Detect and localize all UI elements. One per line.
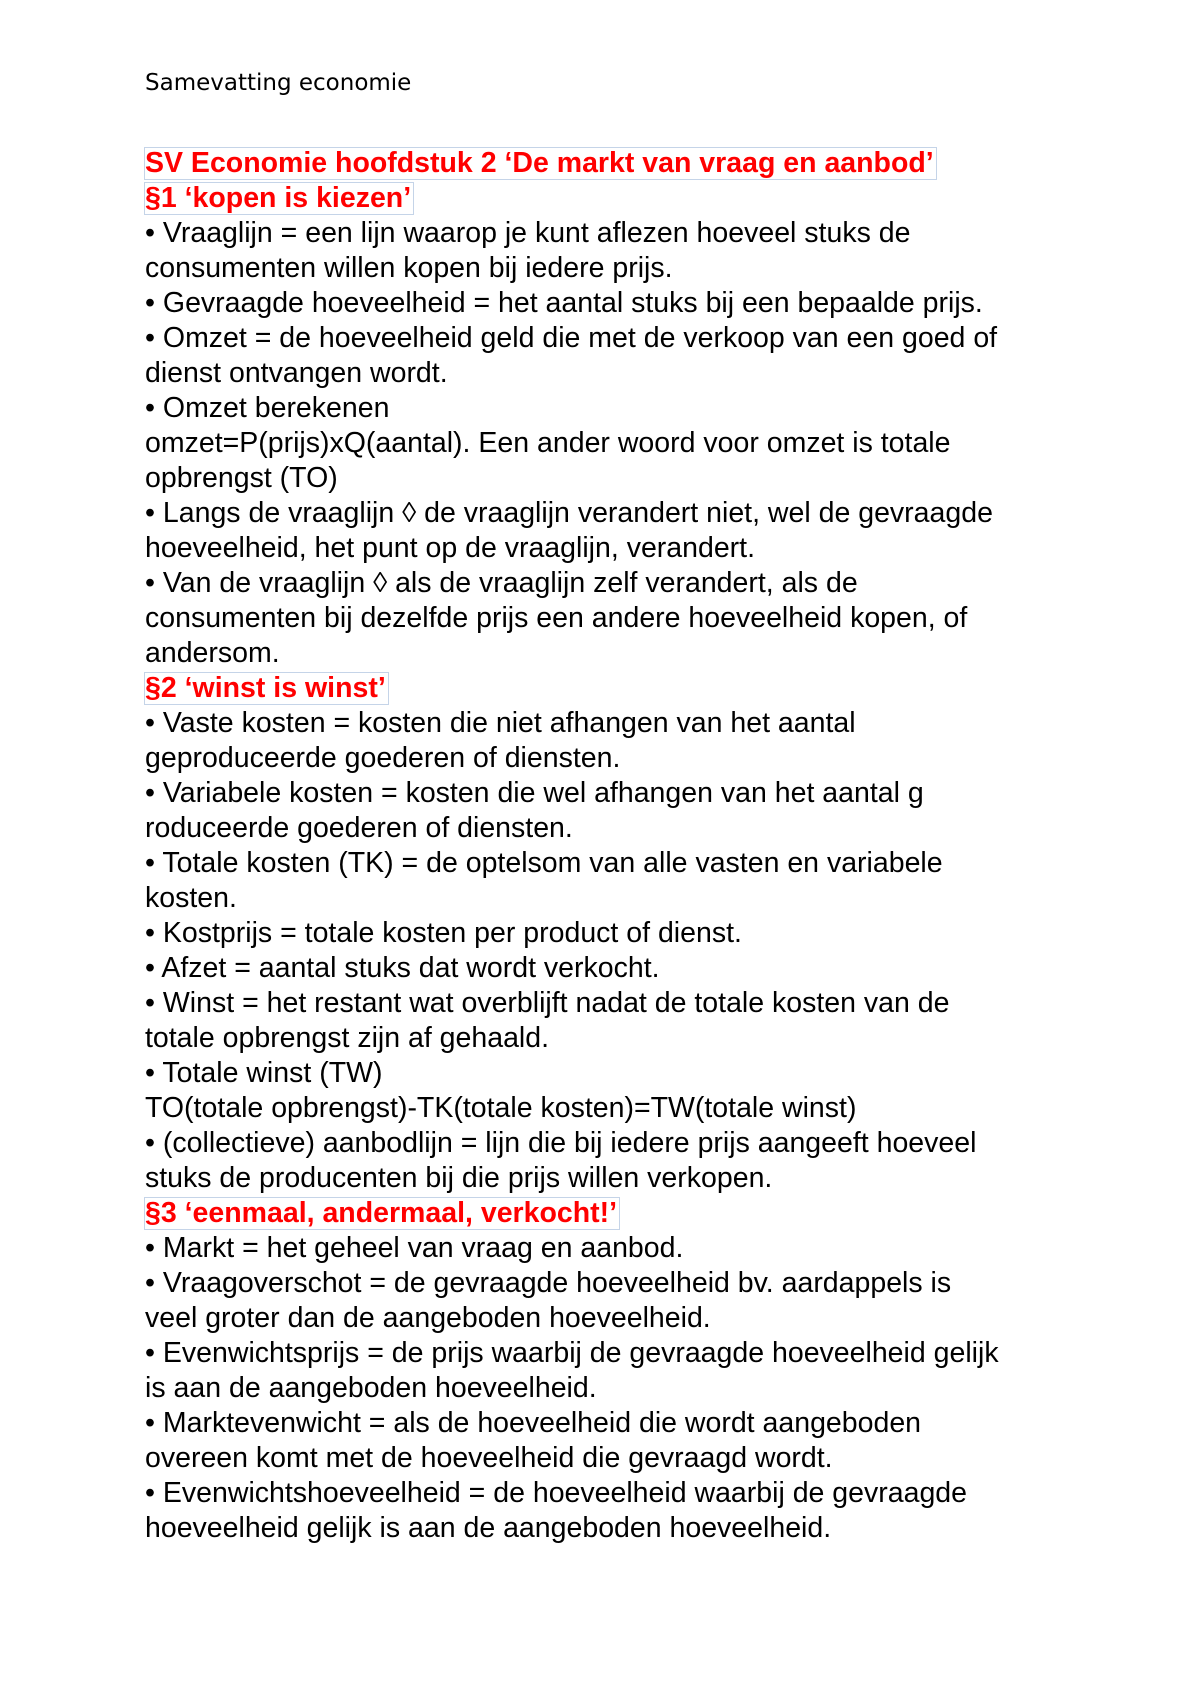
text-line: kosten. [145, 882, 237, 914]
text-line: • (collectieve) aanbodlijn = lijn die bij iedere prijs aangeeft hoeveel [145, 1127, 977, 1159]
section-heading [145, 181, 1145, 216]
text-line: opbrengst (TO) [145, 462, 338, 494]
page-header: Samevatting economie [145, 70, 412, 96]
text-line: TO(totale opbrengst)-TK(totale kosten)=TW(totale winst) [145, 1092, 857, 1124]
text-line: • Vraagoverschot = de gevraagde hoeveelheid bv. aardappels is [145, 1267, 952, 1299]
text-line: • Kostprijs = totale kosten per product of dienst. [145, 917, 742, 949]
text-line: • Vaste kosten = kosten die niet afhangen van het aantal [145, 707, 856, 739]
text-line: • Totale kosten (TK) = de optelsom van alle vasten en variabele [145, 847, 943, 879]
text-line: • Variabele kosten = kosten die wel afhangen van het aantal g [145, 777, 924, 809]
text-line: • Omzet berekenen [145, 392, 390, 424]
section-heading [145, 671, 1145, 706]
text-line: is aan de aangeboden hoeveelheid. [145, 1372, 597, 1404]
text-line: andersom. [145, 637, 280, 669]
text-line: • Vraaglijn = een lijn waarop je kunt aflezen hoeveel stuks de [145, 217, 911, 249]
text-line: • Totale winst (TW) [145, 1057, 383, 1089]
text-line: • Markt = het geheel van vraag en aanbod. [145, 1232, 684, 1264]
text-line: totale opbrengst zijn af gehaald. [145, 1022, 550, 1054]
text-line: • Omzet = de hoeveelheid geld die met de verkoop van een goed of [145, 322, 998, 354]
section-heading-text: §1 ‘kopen is kiezen’ [144, 182, 414, 215]
text-line: overeen komt met de hoeveelheid die gevraagd wordt. [145, 1442, 833, 1474]
section-heading-text: SV Economie hoofdstuk 2 ‘De markt van vraag en aanbod’ [144, 147, 937, 180]
text-line: • Evenwichtsprijs = de prijs waarbij de gevraagde hoeveelheid gelijk [145, 1337, 999, 1369]
text-line: consumenten willen kopen bij iedere prijs. [145, 252, 673, 284]
text-line: hoeveelheid, het punt op de vraaglijn, verandert. [145, 532, 756, 564]
text-line: roduceerde goederen of diensten. [145, 812, 573, 844]
document-body [145, 146, 1145, 1546]
section-heading-text: §2 ‘winst is winst’ [144, 672, 389, 705]
text-line: veel groter dan de aangeboden hoeveelheid. [145, 1302, 711, 1334]
text-line: hoeveelheid gelijk is aan de aangeboden hoeveelheid. [145, 1512, 832, 1544]
text-line: omzet=P(prijs)xQ(aantal). Een ander woord voor omzet is totale [145, 427, 951, 459]
text-line: • Van de vraaglijn ◊ als de vraaglijn zelf verandert, als de [145, 567, 858, 599]
text-line: • Winst = het restant wat overblijft nadat de totale kosten van de [145, 987, 950, 1019]
section-heading [145, 146, 1145, 181]
text-line: • Gevraagde hoeveelheid = het aantal stuks bij een bepaalde prijs. [145, 287, 983, 319]
text-line: • Evenwichtshoeveelheid = de hoeveelheid waarbij de gevraagde [145, 1477, 968, 1509]
text-line: • Afzet = aantal stuks dat wordt verkocht. [145, 952, 660, 984]
text-line: stuks de producenten bij die prijs willen verkopen. [145, 1162, 773, 1194]
text-line: consumenten bij dezelfde prijs een andere hoeveelheid kopen, of [145, 602, 968, 634]
section-heading-text: §3 ‘eenmaal, andermaal, verkocht!’ [144, 1197, 620, 1230]
text-line: geproduceerde goederen of diensten. [145, 742, 621, 774]
text-line: • Marktevenwicht = als de hoeveelheid die wordt aangeboden [145, 1407, 922, 1439]
text-line: • Langs de vraaglijn ◊ de vraaglijn verandert niet, wel de gevraagde [145, 497, 993, 529]
text-line: dienst ontvangen wordt. [145, 357, 448, 389]
section-heading [145, 1196, 1145, 1231]
